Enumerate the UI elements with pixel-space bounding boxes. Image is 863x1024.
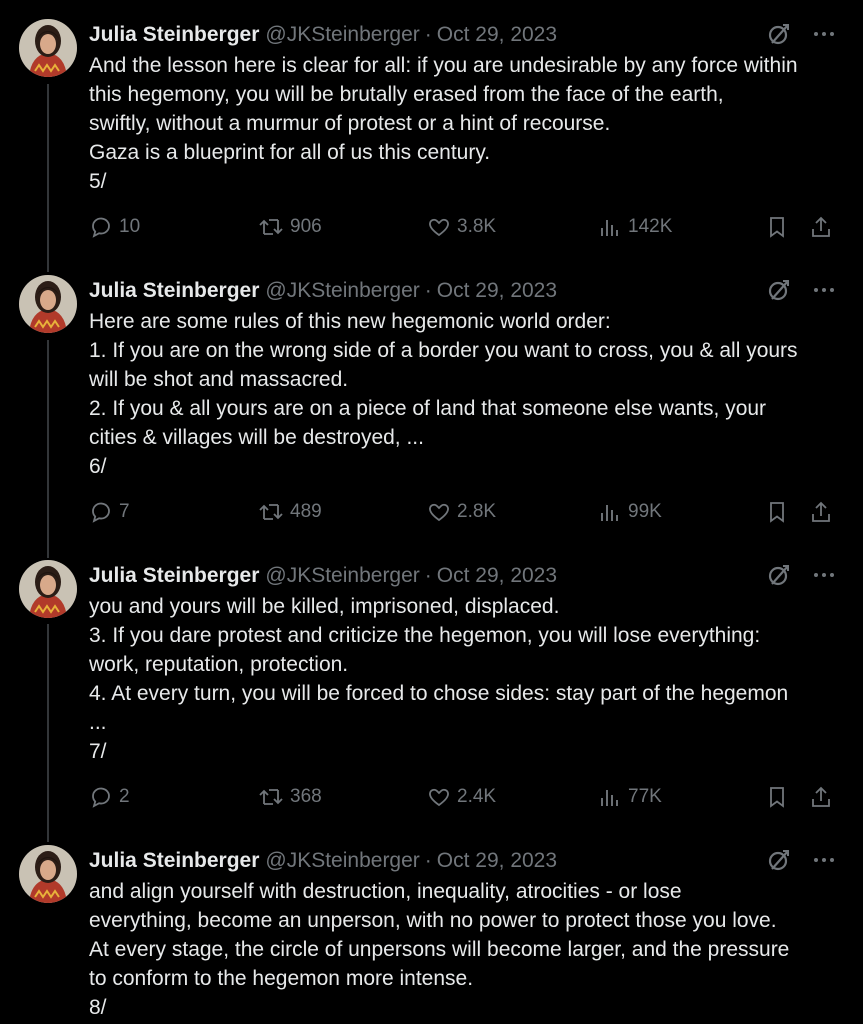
views-icon (598, 215, 622, 239)
like-button[interactable] (427, 785, 496, 809)
tweet-line: you and yours will be killed, imprisoned, displaced. (89, 595, 560, 618)
tweet[interactable] (0, 826, 863, 1024)
tweet-line: 4. At every turn, you will be forced to chose sides: stay part of the hegemon (89, 682, 789, 705)
reply-count: 2 (119, 786, 130, 807)
reply-icon (89, 215, 113, 239)
author-handle[interactable]: @JKSteinberger (265, 849, 420, 872)
tweet-date[interactable]: Oct 29, 2023 (436, 23, 558, 46)
view-count: 99K (628, 501, 662, 522)
tweet-line: 6/ (89, 455, 107, 478)
bookmark-button[interactable] (765, 500, 795, 524)
action-bar (89, 215, 839, 243)
tweet-header (89, 561, 843, 591)
tweet[interactable] (0, 256, 863, 541)
share-icon (809, 500, 833, 524)
tweet-text (89, 51, 849, 196)
repost-icon (258, 500, 284, 524)
avatar[interactable] (19, 19, 77, 77)
like-count: 2.8K (457, 501, 497, 522)
tweet-text (89, 307, 849, 481)
repost-button[interactable] (258, 785, 322, 809)
views-icon (598, 785, 622, 809)
bookmark-icon (765, 215, 789, 239)
reply-button[interactable] (89, 500, 130, 524)
grok-icon[interactable] (767, 563, 791, 593)
tweet-date[interactable]: Oct 29, 2023 (436, 564, 558, 587)
separator: · (424, 849, 432, 872)
like-icon (427, 215, 451, 239)
views-icon (598, 500, 622, 524)
tweet-line: 5/ (89, 170, 107, 193)
views-button[interactable] (598, 500, 662, 524)
tweet-line: At every stage, the circle of unpersons will become larger, and the pressure (89, 938, 790, 961)
grok-icon[interactable] (767, 22, 791, 52)
reply-count: 10 (119, 216, 141, 237)
author-handle[interactable]: @JKSteinberger (265, 279, 420, 302)
tweet[interactable] (0, 0, 863, 256)
more-icon[interactable] (813, 278, 835, 308)
repost-icon (258, 785, 284, 809)
tweet[interactable] (0, 541, 863, 826)
tweet-line: And the lesson here is clear for all: if you are undesirable by any force within (89, 54, 798, 77)
like-count: 3.8K (457, 216, 497, 237)
tweet-line: 7/ (89, 740, 107, 763)
header-icons (767, 848, 835, 878)
repost-button[interactable] (258, 215, 322, 239)
tweet-header (89, 276, 843, 306)
tweet-text (89, 877, 849, 1022)
view-count: 77K (628, 786, 662, 807)
repost-count: 368 (290, 786, 322, 807)
views-button[interactable] (598, 785, 662, 809)
tweet-line: ... (89, 711, 107, 734)
like-button[interactable] (427, 500, 496, 524)
tweet-line: will be shot and massacred. (89, 368, 349, 391)
repost-button[interactable] (258, 500, 322, 524)
tweet-text (89, 592, 849, 766)
tweet-line: cities & villages will be destroyed, ... (89, 426, 424, 449)
reply-button[interactable] (89, 215, 140, 239)
header-icons (767, 22, 835, 52)
like-icon (427, 500, 451, 524)
more-icon[interactable] (813, 848, 835, 878)
tweet-line: to conform to the hegemon more intense. (89, 967, 474, 990)
tweet-line: 1. If you are on the wrong side of a border you want to cross, you & all yours (89, 339, 798, 362)
author-name[interactable]: Julia Steinberger (89, 564, 260, 587)
tweet-line: 3. If you dare protest and criticize the hegemon, you will lose everything: (89, 624, 761, 647)
author-handle[interactable]: @JKSteinberger (265, 564, 420, 587)
tweet-line: Here are some rules of this new hegemonic world order: (89, 310, 611, 333)
bookmark-icon (765, 785, 789, 809)
grok-icon[interactable] (767, 278, 791, 308)
tweet-line: everything, become an unperson, with no power to protect those you love. (89, 909, 777, 932)
author-name[interactable]: Julia Steinberger (89, 279, 260, 302)
separator: · (424, 564, 432, 587)
reply-button[interactable] (89, 785, 130, 809)
like-button[interactable] (427, 215, 496, 239)
author-handle[interactable]: @JKSteinberger (265, 23, 420, 46)
bookmark-icon (765, 500, 789, 524)
like-count: 2.4K (457, 786, 497, 807)
avatar[interactable] (19, 275, 77, 333)
separator: · (424, 23, 432, 46)
tweet-header (89, 20, 843, 50)
separator: · (424, 279, 432, 302)
author-name[interactable]: Julia Steinberger (89, 849, 260, 872)
tweet-line: 8/ (89, 996, 107, 1019)
share-icon (809, 215, 833, 239)
bookmark-button[interactable] (765, 215, 795, 239)
like-icon (427, 785, 451, 809)
tweet-line: Gaza is a blueprint for all of us this century. (89, 141, 491, 164)
view-count: 142K (628, 216, 673, 237)
share-button[interactable] (809, 785, 839, 809)
author-name[interactable]: Julia Steinberger (89, 23, 260, 46)
reply-count: 7 (119, 501, 130, 522)
share-button[interactable] (809, 500, 839, 524)
tweet-line: this hegemony, you will be brutally erased from the face of the earth, (89, 83, 724, 106)
grok-icon[interactable] (767, 848, 791, 878)
header-icons (767, 563, 835, 593)
repost-count: 489 (290, 501, 322, 522)
reply-icon (89, 785, 113, 809)
tweet-line: and align yourself with destruction, inequality, atrocities - or lose (89, 880, 682, 903)
tweet-line: work, reputation, protection. (89, 653, 349, 676)
header-icons (767, 278, 835, 308)
views-button[interactable] (598, 215, 672, 239)
share-button[interactable] (809, 215, 839, 239)
tweet-line: swiftly, without a murmur of protest or a hint of recourse. (89, 112, 611, 135)
bookmark-button[interactable] (765, 785, 795, 809)
more-icon[interactable] (813, 563, 835, 593)
more-icon[interactable] (813, 22, 835, 52)
tweet-date[interactable]: Oct 29, 2023 (436, 849, 558, 872)
tweet-date[interactable]: Oct 29, 2023 (436, 279, 558, 302)
avatar[interactable] (19, 845, 77, 903)
action-bar (89, 500, 839, 528)
tweet-line: 2. If you & all yours are on a piece of land that someone else wants, your (89, 397, 767, 420)
repost-icon (258, 215, 284, 239)
tweet-header (89, 846, 843, 876)
share-icon (809, 785, 833, 809)
avatar[interactable] (19, 560, 77, 618)
reply-icon (89, 500, 113, 524)
action-bar (89, 785, 839, 813)
repost-count: 906 (290, 216, 322, 237)
